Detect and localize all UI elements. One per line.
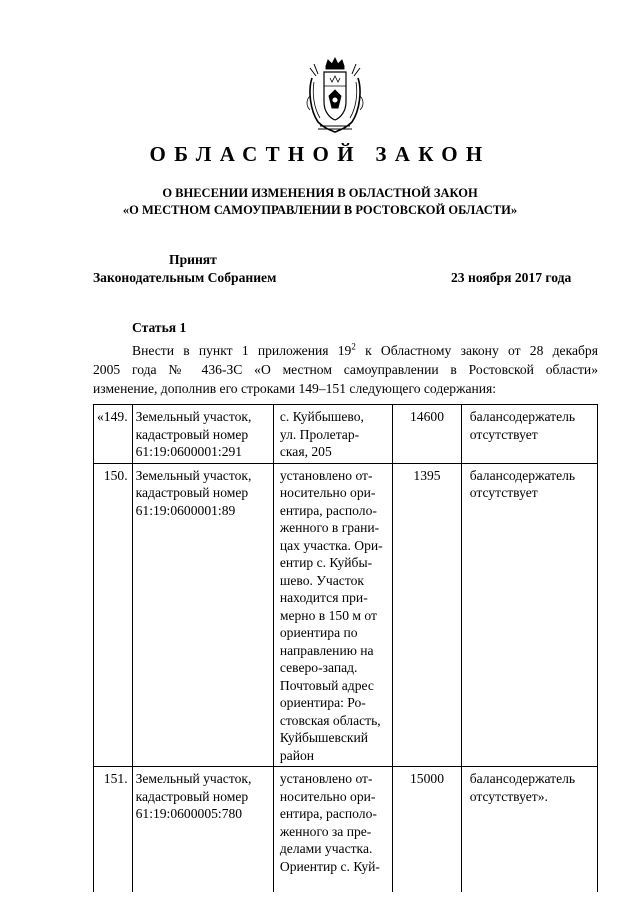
address-cell-line: женного в грани-	[279, 520, 380, 535]
address-cell-line: мерно в 150 м от	[279, 607, 377, 623]
object-cell-line: 61:19:0600005:780	[135, 806, 243, 821]
object-cell-line: кадастровый номер	[135, 426, 249, 442]
object-cell-line: 61:19:0600001:291	[135, 444, 243, 459]
coat-of-arms-emblem	[304, 56, 366, 136]
address-cell-line: ентира, располо-	[279, 502, 377, 518]
address-cell-line: ул. Пролетар-	[279, 426, 360, 442]
table-row	[94, 405, 598, 464]
object-cell-line: Земельный участок,	[135, 467, 252, 483]
address-cell-line: шево. Участок	[279, 572, 364, 588]
article-heading: Статья 1	[132, 320, 187, 335]
holder-cell-line: отсутствует	[469, 485, 538, 500]
row-number: 150.	[94, 463, 133, 767]
object-cell	[132, 767, 273, 893]
row-number: 151.	[94, 767, 133, 893]
address-cell	[273, 405, 392, 464]
adopted-label: Принят	[169, 252, 217, 267]
adopted-by-assembly: Законодательным Собранием	[93, 270, 277, 285]
address-cell-line: делами участка.	[279, 841, 373, 856]
holder-cell-line: балансодержатель	[469, 409, 576, 424]
land-plot-table	[93, 404, 598, 892]
law-title: ОБЛАСТНОЙ ЗАКОН	[149, 142, 491, 166]
object-cell	[132, 463, 273, 767]
object-cell-line: 61:19:0600001:89	[135, 502, 236, 518]
address-cell-line: ентира, располо-	[279, 806, 377, 821]
holder-cell-line: отсутствует».	[469, 788, 548, 804]
table-row	[94, 463, 598, 767]
paragraph-line-1-end: к Областному закону от 28 декабря	[355, 343, 598, 358]
appendix-superscript: 2	[351, 341, 356, 352]
address-cell-line: Почтовый адрес	[279, 677, 374, 693]
address-cell-line: цах участка. Ори-	[279, 537, 383, 553]
holder-cell-line: балансодержатель	[469, 771, 576, 786]
paragraph-line-3: изменение, дополнив его строками 149–151 следующего содержания:	[93, 381, 497, 396]
object-cell-line: кадастровый номер	[135, 485, 249, 500]
object-cell	[132, 405, 273, 464]
object-cell-line: Земельный участок,	[135, 409, 252, 424]
holder-cell-line: балансодержатель	[469, 467, 576, 483]
article-paragraph	[93, 341, 598, 398]
law-subtitle-line-1: О ВНЕСЕНИИ ИЗМЕНЕНИЯ В ОБЛАСТНОЙ ЗАКОН	[162, 186, 478, 200]
address-cell	[273, 463, 392, 767]
address-cell-line: женного за пре-	[279, 823, 372, 839]
paragraph-line-2: 2005 года № 436-ЗС «О местном самоуправлении в Ростовской области»	[93, 362, 598, 377]
address-cell-line: северо-запад.	[279, 660, 358, 675]
address-cell-line: носительно ори-	[279, 788, 376, 804]
address-cell-line: ентир с. Куйбы-	[279, 555, 373, 570]
area-cell: 15000	[393, 767, 461, 893]
address-cell-line: установлено от-	[279, 467, 373, 483]
holder-cell	[461, 405, 597, 464]
address-cell-line: Ориентир с. Куй-	[279, 858, 380, 874]
holder-cell-line: отсутствует	[469, 426, 538, 442]
object-cell-line: кадастровый номер	[135, 788, 249, 804]
address-cell	[273, 767, 392, 893]
table-row	[94, 767, 598, 893]
holder-cell	[461, 767, 597, 893]
holder-cell	[461, 463, 597, 767]
object-cell-line: Земельный участок,	[135, 771, 252, 786]
address-cell-line: ориентира: Ро-	[279, 695, 366, 710]
address-cell-line: ская, 205	[279, 444, 332, 459]
adoption-date: 23 ноября 2017 года	[451, 270, 572, 285]
paragraph-line-1	[93, 341, 598, 360]
area-cell: 1395	[393, 463, 461, 767]
address-cell-line: находится при-	[279, 590, 368, 605]
address-cell-line: носительно ори-	[279, 485, 376, 500]
address-cell-line: с. Куйбышево,	[279, 409, 364, 424]
address-cell-line: стовская область,	[279, 712, 381, 728]
area-cell: 14600	[393, 405, 461, 464]
address-cell-line: направлению на	[279, 642, 374, 658]
paragraph-line-1-start: Внести в пункт 1 приложения 19	[132, 343, 352, 358]
row-number: «149.	[94, 405, 133, 464]
address-cell-line: установлено от-	[279, 771, 373, 786]
address-cell-line: ориентира по	[279, 625, 358, 640]
address-cell-line: Куйбышевский	[279, 730, 369, 745]
address-cell-line: район	[279, 747, 315, 763]
law-subtitle-line-2: «О МЕСТНОМ САМОУПРАВЛЕНИИ В РОСТОВСКОЙ ОБЛАСТИ»	[122, 203, 518, 217]
